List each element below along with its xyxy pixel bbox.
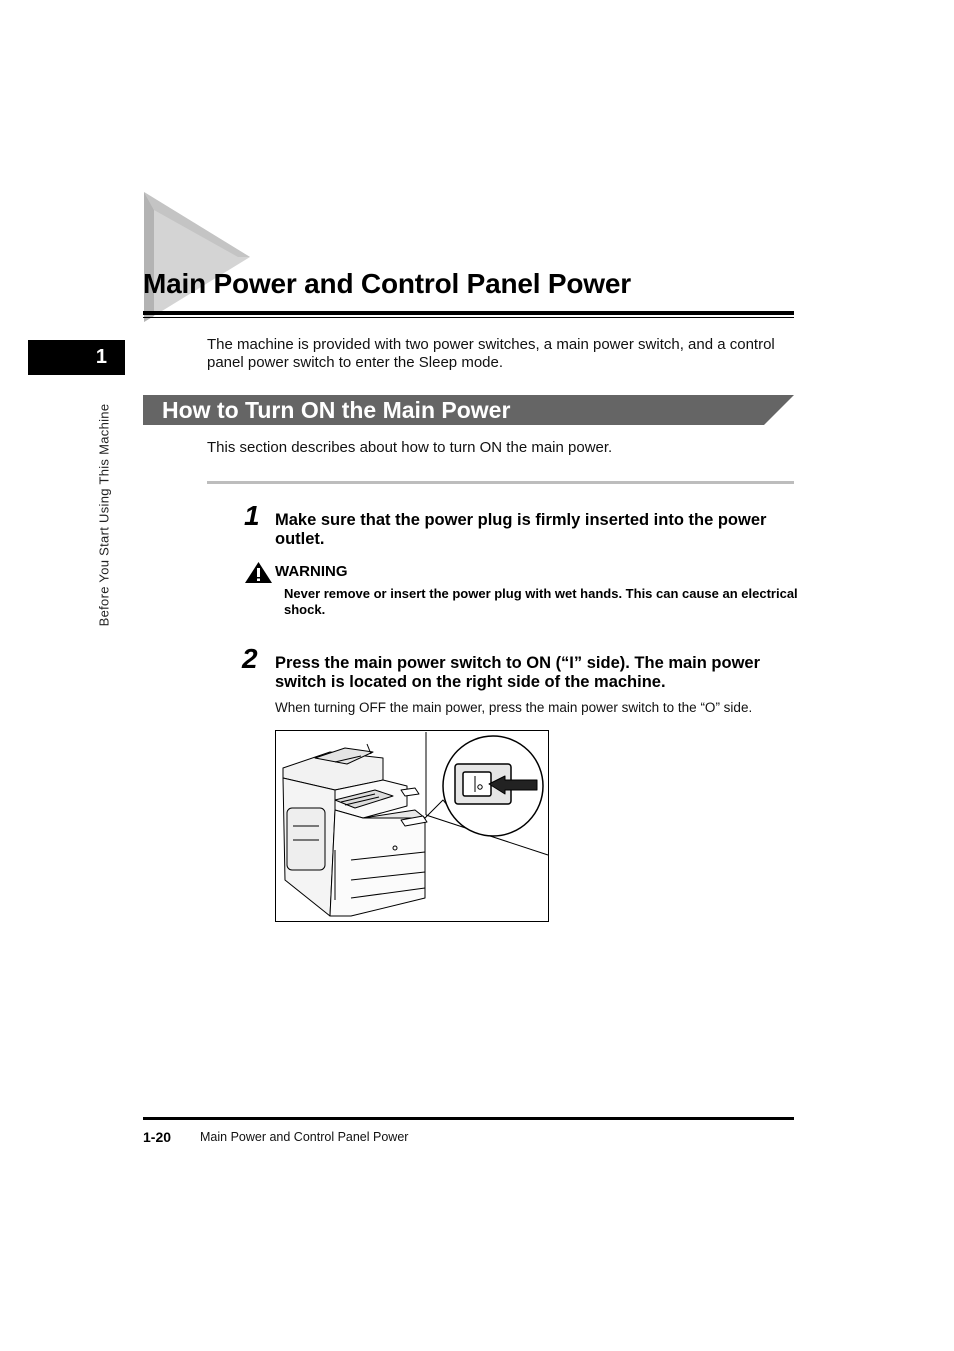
page-number: 1-20 (143, 1129, 172, 1145)
intro-paragraph: The machine is provided with two power switches, a main power switch, and a control panel power switch to enter the Sleep mode. (207, 336, 775, 371)
warning-triangle-icon (244, 561, 273, 584)
step-2-number: 2 (242, 643, 258, 674)
chapter-number: 1 (95, 346, 107, 368)
footer-section-title: Main Power and Control Panel Power (200, 1130, 409, 1144)
chapter-arrow-graphic (140, 190, 255, 325)
title-rule-thin (143, 317, 794, 318)
section-divider (207, 481, 794, 484)
chapter-side-label: Before You Start Using This Machine (96, 403, 112, 627)
title-rule (143, 311, 794, 315)
step-2-note: When turning OFF the main power, press the main power switch to the “O” side. (275, 700, 753, 715)
chapter-tab (28, 340, 125, 375)
footer-rule (143, 1117, 794, 1120)
warning-text: Never remove or insert the power plug with wet hands. This can cause an electrical shock. (284, 586, 798, 617)
step-1-instruction: Make sure that the power plug is firmly inserted into the power outlet. (275, 511, 767, 548)
section-heading: How to Turn ON the Main Power (162, 397, 511, 423)
step-1-number: 1 (244, 500, 260, 531)
power-switch-illustration (275, 730, 549, 922)
warning-label: WARNING (275, 563, 348, 580)
page-title: Main Power and Control Panel Power (143, 268, 631, 299)
section-description: This section describes about how to turn ON the main power. (207, 439, 613, 456)
step-2-instruction: Press the main power switch to ON (“I” side). The main power switch is located on the right side of the machine. (275, 654, 761, 691)
